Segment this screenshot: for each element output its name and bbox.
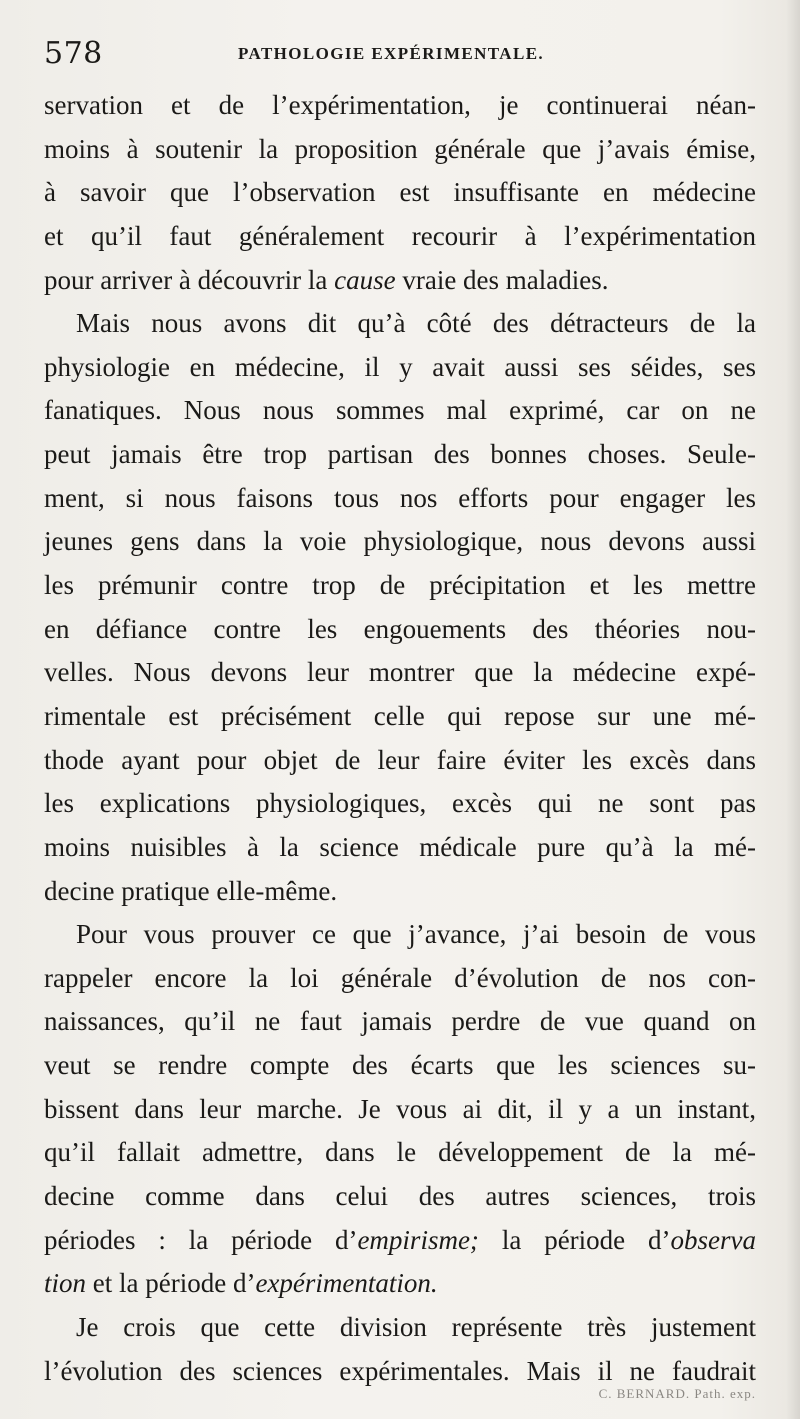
text-line: veut se rendre compte des écarts que les sciences su-	[44, 1050, 756, 1081]
text-line: en défiance contre les engouements des théories nou-	[44, 613, 756, 644]
text-line: à savoir que l’observation est insuffisante en médecine	[44, 177, 756, 208]
text-span: la période d’	[478, 1224, 671, 1255]
text-span: périodes : la période d’	[44, 1224, 358, 1255]
text-line	[44, 1262, 756, 1306]
text-line: physiologie en médecine, il y avait aussi ses séides, ses	[44, 351, 756, 382]
text-line: thode ayant pour objet de leur faire éviter les excès dans	[44, 744, 756, 775]
page-edge-shadow	[786, 0, 800, 1419]
running-title: PATHOLOGIE EXPÉRIMENTALE.	[238, 44, 545, 63]
italic-span: empirisme;	[357, 1224, 479, 1255]
text-line: rappeler encore la loi générale d’évolution de nos con-	[44, 962, 756, 993]
text-line: Mais nous avons dit qu’à côté des détracteurs de la	[76, 308, 756, 339]
text-span: vraie des maladies.	[395, 264, 609, 295]
text-line: jeunes gens dans la voie physiologique, nous devons aussi	[44, 526, 756, 557]
italic-span: expérimentation.	[255, 1268, 438, 1299]
page-number: 578	[44, 36, 103, 71]
text-line: ment, si nous faisons tous nos efforts pour engager les	[44, 482, 756, 513]
page-header	[44, 30, 764, 70]
italic-span: cause	[334, 264, 396, 295]
text-line: rimentale est précisément celle qui repose sur une mé-	[44, 700, 756, 731]
text-line: decine pratique elle-même.	[44, 875, 338, 906]
text-line: les explications physiologiques, excès qui ne sont pas	[44, 788, 756, 819]
text-line	[44, 259, 756, 303]
text-line: Je crois que cette division représente très justement	[76, 1311, 756, 1342]
text-line: fanatiques. Nous nous sommes mal exprimé, car on ne	[44, 395, 756, 426]
italic-span: observa	[670, 1224, 757, 1255]
signature-footer: C. BERNARD. Path. exp.	[598, 1386, 756, 1401]
text-line: peut jamais être trop partisan des bonnes choses. Seule-	[44, 439, 756, 470]
text-line: et qu’il faut généralement recourir à l’expérimentation	[44, 220, 756, 251]
text-line	[44, 1219, 756, 1263]
italic-span: tion	[44, 1268, 87, 1299]
text-line: l’évolution des sciences expérimentales. Mais il ne faudrait	[44, 1355, 756, 1386]
text-line: Pour vous prouver ce que j’avance, j’ai besoin de vous	[76, 919, 756, 950]
text-line: decine comme dans celui des autres sciences, trois	[44, 1181, 756, 1212]
text-line: velles. Nous devons leur montrer que la médecine expé-	[44, 657, 756, 688]
text-span: et la période d’	[86, 1268, 256, 1299]
text-line: les prémunir contre trop de précipitation et les mettre	[44, 570, 756, 601]
body-text	[44, 84, 756, 1393]
text-line: moins nuisibles à la science médicale pure qu’à la mé-	[44, 831, 756, 862]
text-span: pour arriver à découvrir la	[44, 264, 335, 295]
text-line: naissances, qu’il ne faut jamais perdre de vue quand on	[44, 1006, 756, 1037]
text-line: bissent dans leur marche. Je vous ai dit, il y a un instant,	[44, 1093, 756, 1124]
text-line: qu’il fallait admettre, dans le développement de la mé-	[44, 1137, 756, 1168]
text-line: moins à soutenir la proposition générale que j’avais émise,	[44, 133, 756, 164]
text-line: servation et de l’expérimentation, je continuerai néan-	[44, 90, 756, 120]
